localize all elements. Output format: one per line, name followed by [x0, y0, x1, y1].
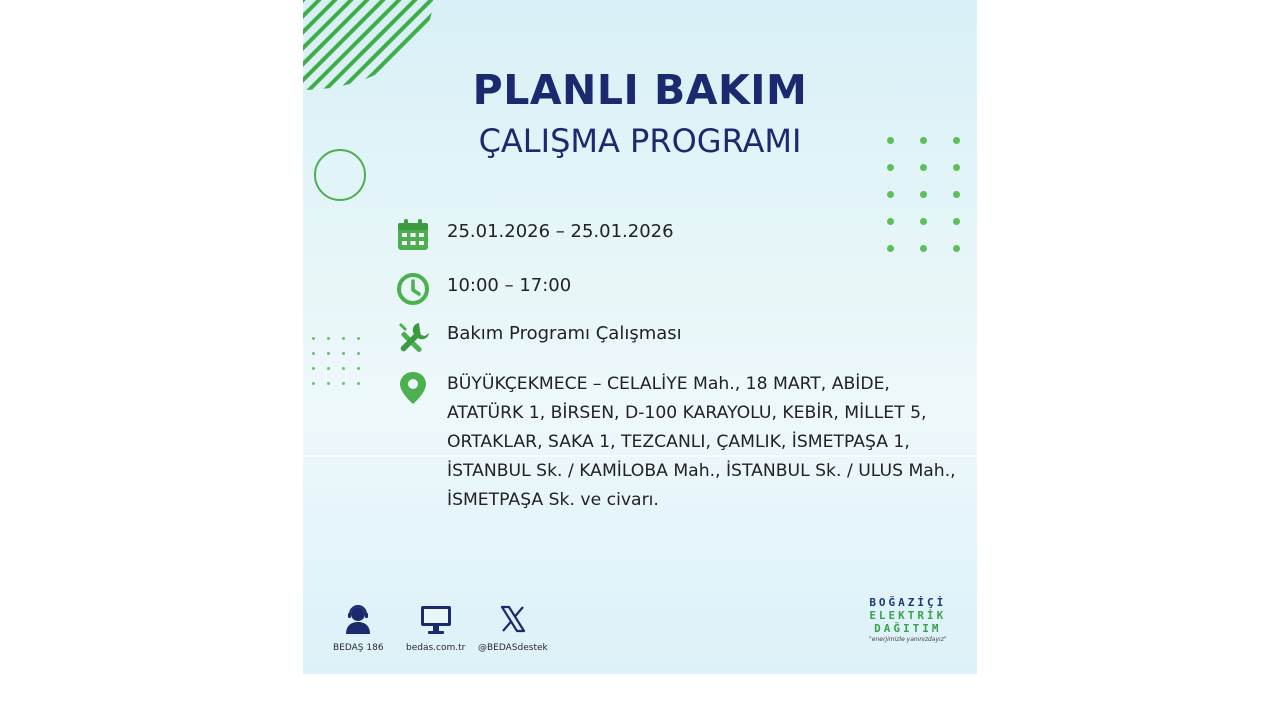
date-row [395, 217, 674, 253]
footer-website[interactable] [406, 603, 465, 653]
calendar-icon [395, 217, 431, 253]
time-range-text: 10:00 – 17:00 [447, 275, 572, 296]
website-label[interactable]: bedas.com.tr [406, 643, 466, 653]
monitor-icon [419, 603, 453, 635]
footer-phone [333, 603, 384, 653]
tools-icon [395, 319, 431, 355]
page-title: PLANLI BAKIM [472, 66, 808, 114]
x-logo-icon [497, 603, 529, 635]
brand-line-2: ELEKTRİK [869, 609, 947, 622]
brand-line-3: DAĞITIM [874, 622, 942, 635]
page-subtitle: ÇALIŞMA PROGRAMI [478, 122, 802, 160]
social-handle-label[interactable]: @BEDASdestek [478, 643, 548, 653]
location-text: BÜYÜKÇEKMECE – CELALİYE Mah., 18 MART, ABİDE, ATATÜRK 1, BİRSEN, D-100 KARAYOLU, KEBİR, MİLLET 5, ORTAKLAR, SAKA 1, TEZCANLI, ÇAMLIK, İSMETPAŞA 1, İSTANBUL Sk. / KAMİLOBA Mah., İSTANBUL Sk. / ULUS Mah., İSMETPAŞA Sk. ve civarı. [447, 374, 956, 510]
brand-logo [869, 596, 947, 643]
brand-slogan: "enerjimizle yanınızdayız" [869, 636, 947, 643]
footer-social[interactable] [478, 603, 548, 653]
announcement-card [303, 0, 977, 674]
clock-icon [395, 271, 431, 307]
work-type-text: Bakım Programı Çalışması [447, 323, 682, 344]
call-center-agent-icon [342, 603, 374, 635]
location-pin-icon [395, 370, 431, 406]
time-row [395, 271, 571, 307]
date-range-text: 25.01.2026 – 25.01.2026 [447, 221, 674, 242]
work-type-row [395, 319, 682, 355]
location-row [395, 370, 962, 515]
phone-label: BEDAŞ 186 [333, 643, 384, 653]
decorative-small-dot-grid [312, 337, 360, 385]
brand-line-1: BOĞAZİÇİ [869, 596, 947, 609]
